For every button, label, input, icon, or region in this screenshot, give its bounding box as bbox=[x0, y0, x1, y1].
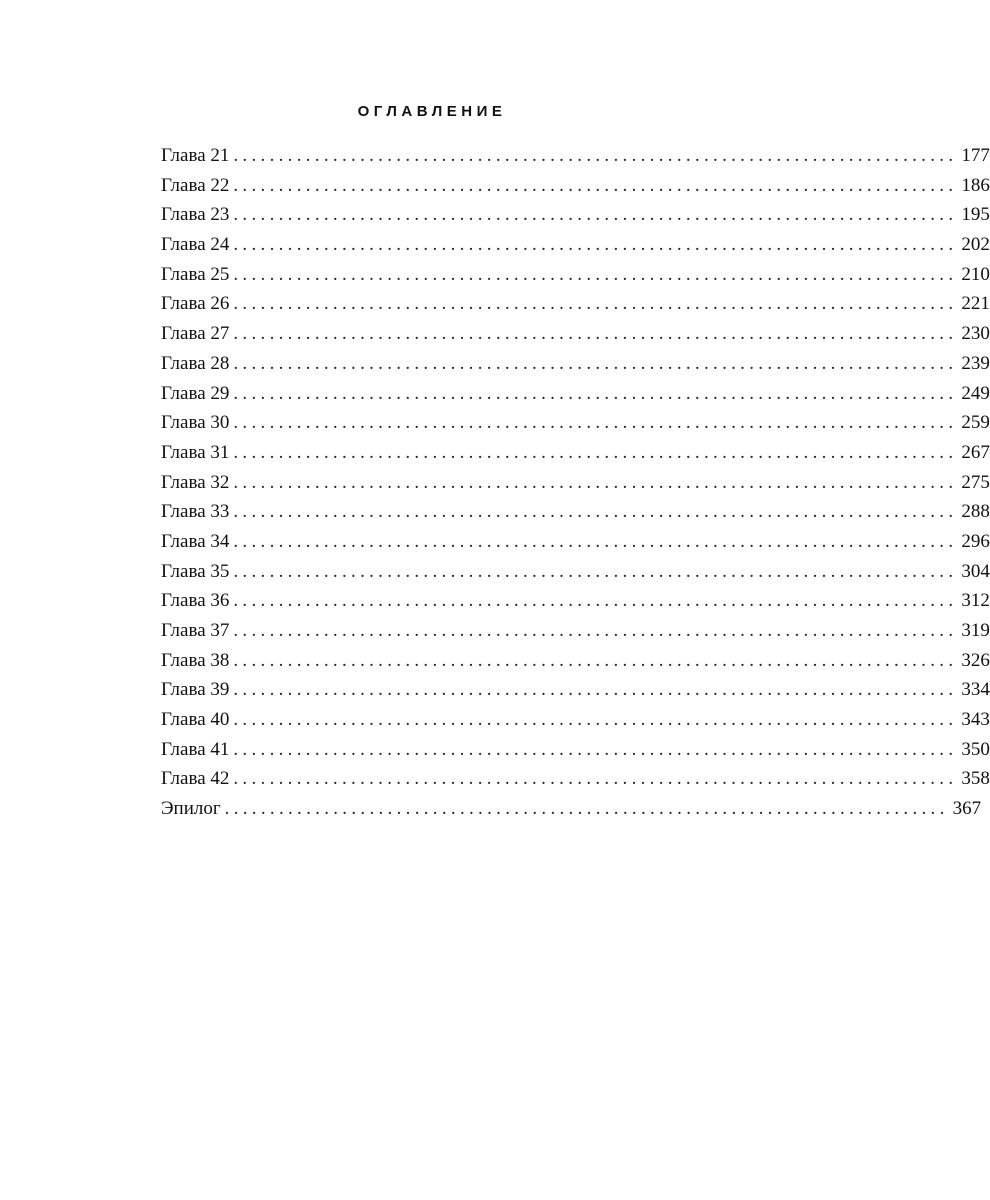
toc-dot-leader: ................................................................................ bbox=[224, 798, 949, 820]
toc-entry-title: Глава 27 bbox=[161, 323, 230, 345]
toc-dot-leader: ................................................................................ bbox=[233, 323, 958, 345]
toc-dot-leader: ................................................................................ bbox=[233, 441, 958, 463]
toc-entry-title: Глава 30 bbox=[161, 412, 230, 434]
toc-entry-title: Глава 26 bbox=[161, 293, 230, 315]
toc-entry-title: Глава 42 bbox=[161, 768, 230, 790]
toc-dot-leader: ................................................................................ bbox=[233, 174, 958, 196]
toc-entry bbox=[161, 438, 990, 468]
toc-dot-leader: ................................................................................ bbox=[233, 145, 958, 166]
toc-dot-leader: ................................................................................ bbox=[233, 263, 958, 285]
toc-dot-leader: ................................................................................ bbox=[233, 620, 958, 641]
toc-heading: ОГЛАВЛЕНИЕ bbox=[357, 103, 507, 120]
toc-entry-page: 186 bbox=[961, 174, 990, 196]
toc-entry bbox=[161, 794, 982, 824]
toc-entry-title: Глава 24 bbox=[161, 234, 230, 256]
toc-entry bbox=[161, 586, 990, 616]
toc-dot-leader: ................................................................................ bbox=[233, 738, 958, 760]
toc-entry-page: 334 bbox=[961, 679, 990, 701]
toc-entry bbox=[161, 230, 990, 260]
toc-entry-page: 239 bbox=[961, 352, 990, 374]
toc-entry-page: 367 bbox=[952, 798, 982, 820]
toc-entry-title: Глава 38 bbox=[161, 649, 230, 671]
toc-entry-page: 267 bbox=[961, 441, 990, 463]
toc-entry bbox=[161, 319, 990, 349]
toc-entry-title: Эпилог bbox=[161, 798, 221, 820]
toc-entry-page: 249 bbox=[961, 382, 990, 404]
toc-entry-page: 304 bbox=[961, 560, 990, 582]
toc-dot-leader: ................................................................................ bbox=[233, 560, 958, 582]
toc-entry-title: Глава 23 bbox=[161, 204, 230, 226]
toc-entry-title: Глава 31 bbox=[161, 441, 230, 463]
toc-entry bbox=[161, 497, 990, 527]
toc-entry-page: 275 bbox=[961, 471, 990, 493]
toc-entry-page: 221 bbox=[961, 293, 990, 315]
toc-entry bbox=[161, 705, 990, 735]
toc-entry-page: 343 bbox=[961, 709, 990, 731]
toc-entry bbox=[161, 200, 990, 230]
toc-entry-title: Глава 39 bbox=[161, 679, 230, 701]
toc-dot-leader: ................................................................................ bbox=[233, 768, 958, 790]
toc-entry-page: 350 bbox=[961, 738, 990, 760]
toc-entry-title: Глава 36 bbox=[161, 590, 230, 612]
toc-entry bbox=[161, 764, 990, 794]
toc-entry bbox=[161, 527, 990, 557]
toc-entry-title: Глава 37 bbox=[161, 620, 230, 641]
toc-entry-page: 358 bbox=[961, 768, 990, 790]
toc-dot-leader: ................................................................................ bbox=[233, 471, 958, 493]
toc-dot-leader: ................................................................................ bbox=[233, 679, 958, 701]
toc-entry-page: 177 bbox=[961, 145, 990, 166]
toc-entry bbox=[161, 171, 990, 201]
toc-entry-title: Глава 41 bbox=[161, 738, 230, 760]
toc-entry-page: 319 bbox=[961, 620, 990, 641]
toc-entry bbox=[161, 735, 990, 765]
toc-entry-page: 230 bbox=[961, 323, 990, 345]
toc-dot-leader: ................................................................................ bbox=[233, 501, 958, 523]
toc-entry-page: 259 bbox=[961, 412, 990, 434]
toc-dot-leader: ................................................................................ bbox=[233, 530, 958, 552]
toc-list bbox=[161, 141, 990, 824]
toc-dot-leader: ................................................................................ bbox=[233, 412, 958, 434]
toc-entry bbox=[161, 646, 990, 676]
toc-entry-page: 288 bbox=[961, 501, 990, 523]
toc-entry-title: Глава 25 bbox=[161, 263, 230, 285]
toc-entry bbox=[161, 141, 990, 171]
toc-entry-title: Глава 21 bbox=[161, 145, 230, 166]
toc-entry bbox=[161, 289, 990, 319]
toc-dot-leader: ................................................................................ bbox=[233, 382, 958, 404]
toc-entry bbox=[161, 616, 990, 646]
toc-entry-page: 202 bbox=[961, 234, 990, 256]
toc-dot-leader: ................................................................................ bbox=[233, 352, 958, 374]
toc-entry bbox=[161, 349, 990, 379]
toc-entry bbox=[161, 468, 990, 498]
toc-entry-title: Глава 40 bbox=[161, 709, 230, 731]
toc-entry bbox=[161, 557, 990, 587]
toc-entry-page: 312 bbox=[961, 590, 990, 612]
toc-entry bbox=[161, 675, 990, 705]
toc-dot-leader: ................................................................................ bbox=[233, 234, 958, 256]
toc-dot-leader: ................................................................................ bbox=[233, 204, 958, 226]
toc-dot-leader: ................................................................................ bbox=[233, 709, 958, 731]
toc-entry-title: Глава 22 bbox=[161, 174, 230, 196]
toc-entry-title: Глава 34 bbox=[161, 530, 230, 552]
toc-entry-page: 296 bbox=[961, 530, 990, 552]
toc-entry bbox=[161, 408, 990, 438]
toc-entry-title: Глава 28 bbox=[161, 352, 230, 374]
toc-entry-page: 210 bbox=[961, 263, 990, 285]
toc-dot-leader: ................................................................................ bbox=[233, 649, 958, 671]
toc-entry-title: Глава 29 bbox=[161, 382, 230, 404]
toc-entry-page: 326 bbox=[961, 649, 990, 671]
toc-entry-title: Глава 32 bbox=[161, 471, 230, 493]
toc-entry-page: 195 bbox=[961, 204, 990, 226]
toc-entry-title: Глава 33 bbox=[161, 501, 230, 523]
toc-dot-leader: ................................................................................ bbox=[233, 590, 958, 612]
toc-dot-leader: ................................................................................ bbox=[233, 293, 958, 315]
toc-entry bbox=[161, 260, 990, 290]
toc-entry bbox=[161, 379, 990, 409]
toc-entry-title: Глава 35 bbox=[161, 560, 230, 582]
